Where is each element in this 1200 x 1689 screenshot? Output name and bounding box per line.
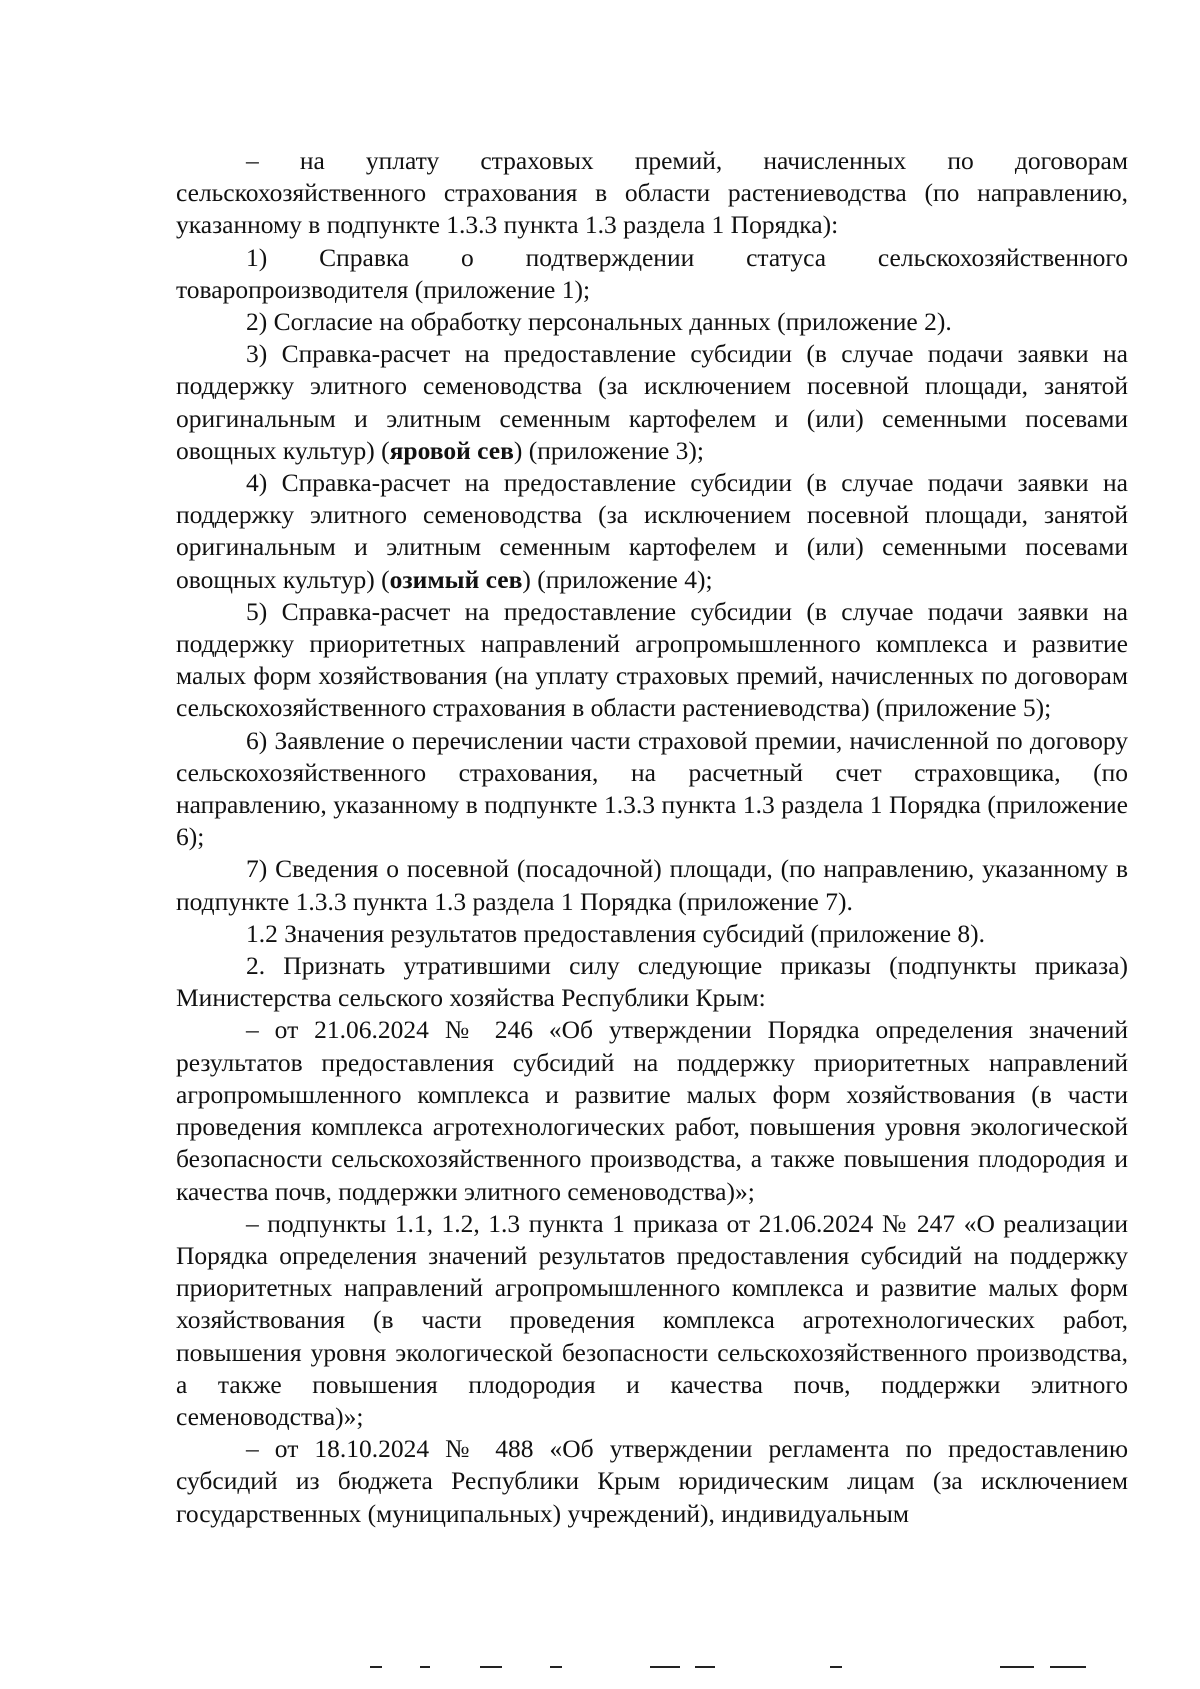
paragraph-text: 3) Справка-расчет на предоставление субсидии (в случае подачи заявки на поддержку элитного семеноводства (за исключением посевной площади, занятой оригинальным и элитным семенным картофелем и (или) семенными посевами овощных культур) ( [176, 339, 1128, 465]
paragraph-item-5: 5) Справка-расчет на предоставление субсидии (в случае подачи заявки на поддержку приоритетных направлений агропромышленного комплекса и развитие малых форм хозяйствования (на уплату страховых премий, начисленных по договорам сельскохозяйственного страхования в области растениеводства) (приложение 5); [176, 596, 1128, 723]
scan-mark [550, 1666, 562, 1668]
scan-mark [695, 1666, 715, 1668]
document-body [176, 145, 1128, 1530]
scan-mark [1000, 1666, 1034, 1668]
scan-mark [830, 1666, 842, 1668]
scan-mark [420, 1666, 430, 1668]
paragraph-item-3 [176, 338, 1128, 467]
paragraph-2: 2. Признать утратившими силу следующие приказы (подпункты приказа) Министерства сельского хозяйства Республики Крым: [176, 951, 1128, 1013]
paragraph-item-2: 2) Согласие на обработку персональных данных (приложение 2). [246, 307, 952, 337]
scan-artifacts [360, 1666, 1140, 1674]
scan-mark [370, 1666, 382, 1668]
paragraph-dash-3: – от 18.10.2024 № 488 «Об утверждении регламента по предоставлению субсидий из бюджета Республики Крым юридическим лицам (за исключением государственных (муниципальных) учреждений), индивидуальным [176, 1434, 1128, 1528]
paragraph-dash-2: – подпункты 1.1, 1.2, 1.3 пункта 1 приказа от 21.06.2024 № 247 «О реализации Порядка определения значений результатов предоставления субсидий на поддержку приоритетных направлений агропромышленного комплекса и развитие малых форм хозяйствования (в части проведения комплекса агротехнологических работ, повышения уровня экологической безопасности сельскохозяйственного производства, а также повышения плодородия и качества почв, поддержки элитного семеноводства)»; [176, 1208, 1128, 1431]
paragraph-item-6: 6) Заявление о перечислении части страховой премии, начисленной по договору сельскохозяйственного страхования, на расчетный счет страховщика, (по направлению, указанному в подпункте 1.3.3 пункта 1.3 раздела 1 Порядка (приложение 6); [176, 725, 1128, 852]
bold-term: озимый сев [389, 564, 523, 594]
paragraph-dash-1: – от 21.06.2024 № 246 «Об утверждении Порядка определения значений результатов предоставления субсидий на поддержку приоритетных направлений агропромышленного комплекса и развитие малых форм хозяйствования (в части проведения комплекса агротехнологических работ, повышения уровня экологической безопасности сельскохозяйственного производства, а также повышения плодородия и качества почв, поддержки элитного семеноводства)»; [176, 1015, 1128, 1206]
paragraph-text: ) (приложение 4); [522, 564, 713, 594]
paragraph-item-1: 1) Справка о подтверждении статуса сельскохозяйственного товаропроизводителя (приложение 1); [176, 242, 1128, 304]
paragraph-item-7: 7) Сведения о посевной (посадочной) площади, (по направлению, указанному в подпункте 1.3.3 пункта 1.3 раздела 1 Порядка (приложение 7). [176, 854, 1128, 916]
paragraph-text: 4) Справка-расчет на предоставление субсидии (в случае подачи заявки на поддержку элитного семеноводства (за исключением посевной площади, занятой оригинальным и элитным семенным картофелем и (или) семенными посевами овощных культур) ( [176, 468, 1128, 594]
bold-term: яровой сев [389, 435, 514, 465]
scan-mark [650, 1666, 680, 1668]
paragraph-1-2: 1.2 Значения результатов предоставления субсидий (приложение 8). [246, 918, 986, 948]
scan-mark [480, 1666, 502, 1668]
scan-mark [1050, 1666, 1086, 1668]
paragraph-text: ) (приложение 3); [513, 435, 705, 465]
paragraph-item-4 [176, 467, 1128, 596]
paragraph-intro: – на уплату страховых премий, начисленных по договорам сельскохозяйственного страхования в области растениеводства (по направлению, указанному в подпункте 1.3.3 пункта 1.3 раздела 1 Порядка): [176, 146, 1128, 240]
